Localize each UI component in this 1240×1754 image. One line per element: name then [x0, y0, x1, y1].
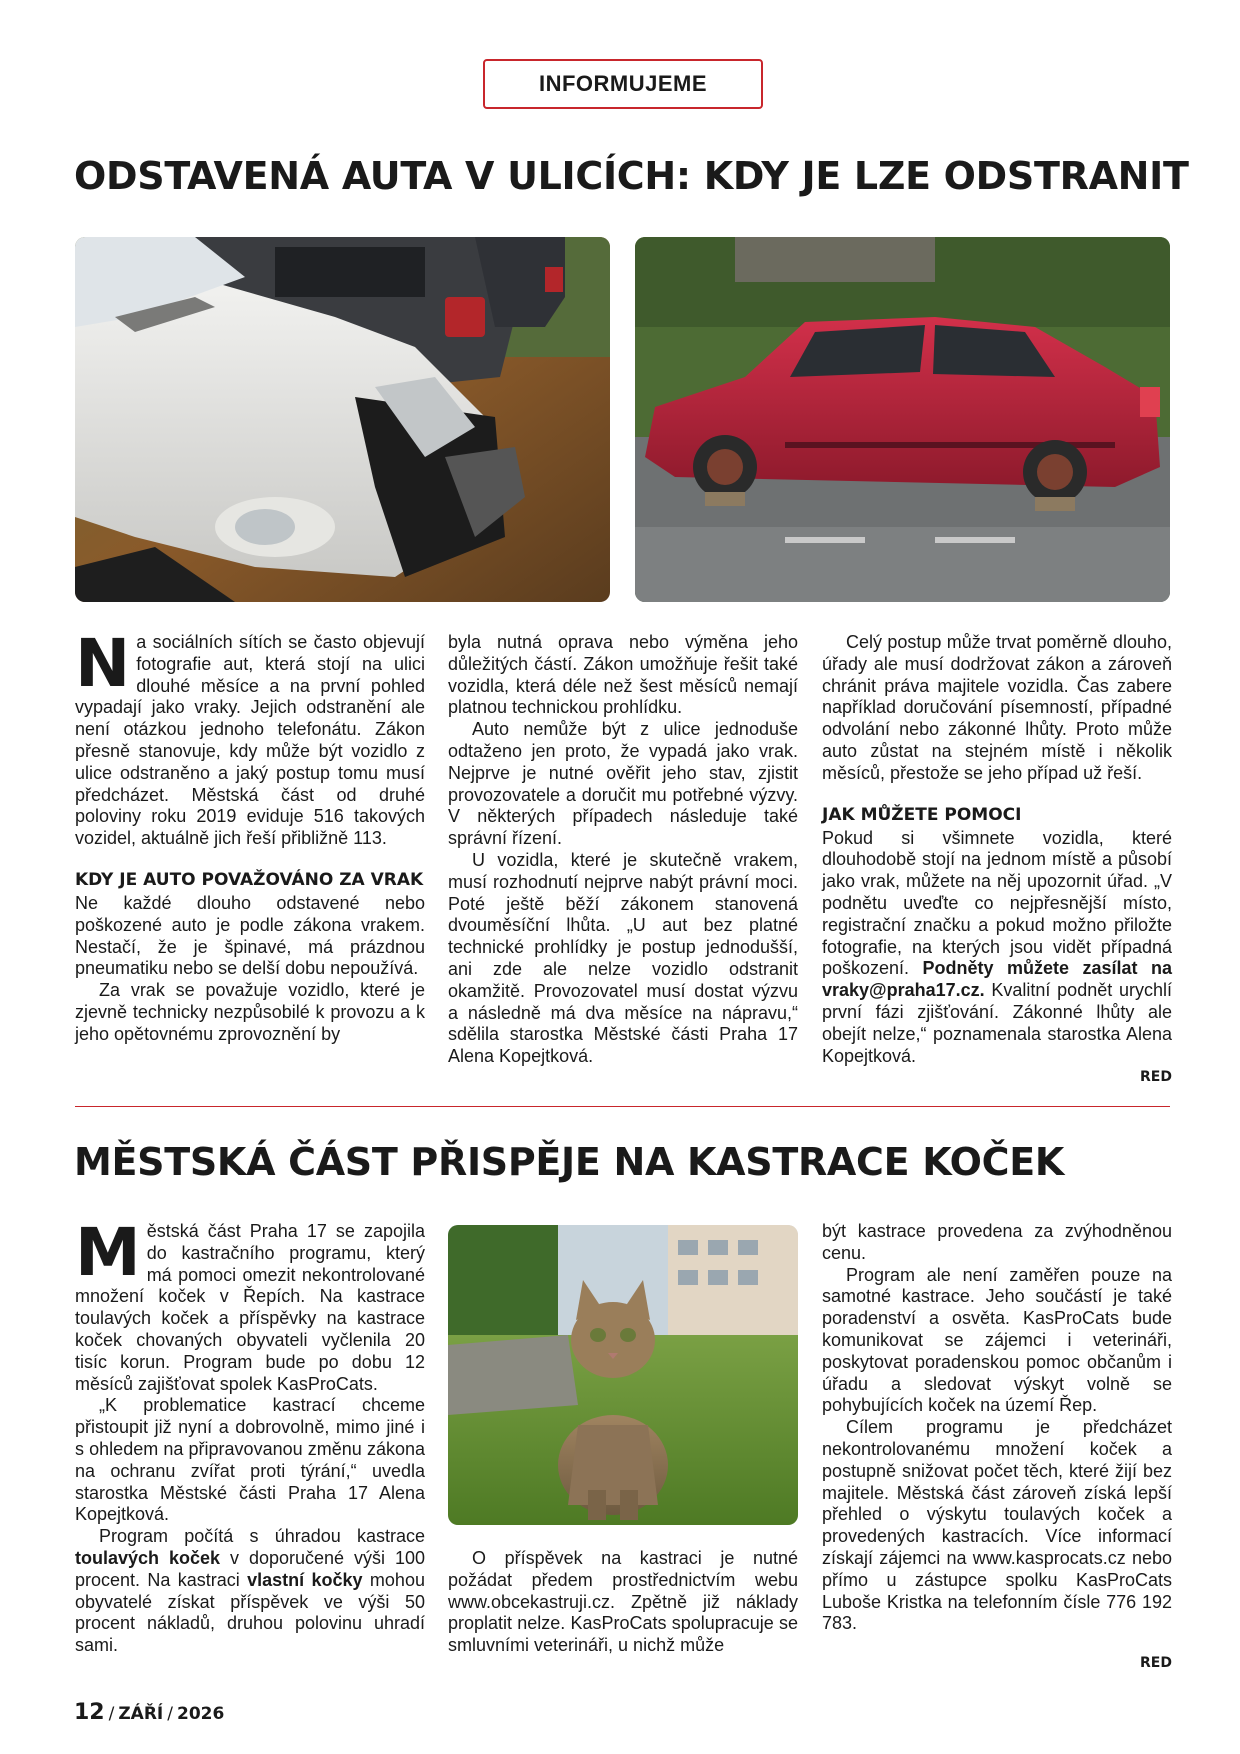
paragraph-text: mohou obyvatelé získat příspěvek ve výši 50 procent nákladů, druhou polovinu uhradí sami.	[75, 1569, 425, 1656]
subheading-car-wreck: KDY JE AUTO POVAŽOVÁNO ZA VRAK	[75, 869, 424, 890]
paragraph-text: Program počítá s úhradou kastrace	[99, 1526, 425, 1547]
article1-paragraph: Ne každé dlouho odstavené nebo poškozené auto je podle zákona vrakem. Nestačí, že je špinavé, má prázdnou pneumatiku nebo se delší dobu nepoužívá.	[75, 892, 425, 979]
paragraph-text: v doporučené výši 100 procent. Na kastraci	[75, 1547, 425, 1590]
article1-paragraph: Za vrak se považuje vozidlo, které je zjevně technicky nezpůsobilé k provozu a k jeho opětovnému zprovoznění by	[75, 980, 425, 1044]
article1-column-1	[75, 625, 425, 1046]
article2-column-2	[448, 1548, 798, 1657]
article2-paragraph: Cílem programu je předcházet nekontrolovanému množení koček a postupně snižovat počet těch, které žijí bez majitele. Městská část zároveň získá lepší přehled o výskytu toulavých koček a provedených kastracích. Více informací získají zájemci na www.kasprocats.cz nebo přímo u zástupce spolku KasProCats Luboše Kristka na telefonním čísle 776 192 783.	[822, 1417, 1172, 1634]
article1-paragraph: byla nutná oprava nebo výměna jeho důležitých částí. Zákon umožňuje řešit také vozidla, která déle než šest měsíců nemají platnou technickou prohlídku.	[448, 632, 798, 718]
article2-paragraph: Program ale není zaměřen pouze na samotné kastrace. Jeho součástí je také poradenství a osvěta. KasProCats bude komunikovat se zájemci i veterináři, poskytovat poradenskou pomoc občanům i úřadu a sledovat výskyt volně se pohybujících koček na území Řep.	[822, 1264, 1172, 1416]
author-signature: RED	[1140, 1069, 1172, 1086]
article2-column-3	[822, 1221, 1172, 1675]
article2-intro-text: ěstská část Praha 17 se zapojila do kastračního programu, který má pomoci omezit nekontrolované množení koček v Řepích. Na kastrace toulavých koček a příspěvky na kastrace koček chovaných obyvateli vyčlenila 20 tisíc korun. Program bude po dobu 12 měsíců zajišťovat spolek KasProCats.	[75, 1221, 425, 1394]
section-badge: INFORMUJEME	[483, 59, 763, 109]
photo-abandoned-red-car	[635, 237, 1170, 602]
article-headline-cars: ODSTAVENÁ AUTA V ULICÍCH: KDY JE LZE ODSTRANIT	[74, 154, 1189, 198]
article2-paragraph: „K problematice kastrací chceme přistoupit již nyní a dobrovolně, mimo jiné i s ohledem na připravovanou změnu zákona na ochranu zvířat proti týrání,“ uvedla starostka Městské části Praha 17 Alena Kopejtková.	[75, 1395, 425, 1525]
article1-paragraph	[822, 828, 1172, 1068]
issue-year: 2026	[177, 1704, 225, 1724]
article2-paragraph: být kastrace provedena za zvýhodněnou cenu.	[822, 1221, 1172, 1263]
subheading-how-to-help: JAK MŮŽETE POMOCI	[822, 804, 1022, 825]
article1-paragraph: Auto nemůže být z ulice jednoduše odtaženo jen proto, že vypadá jako vrak. Nejprve je nutné ověřit jeho stav, zjistit provozovatele a doručit mu potřebné výzvy. V některých případech následuje také správní řízení.	[448, 719, 798, 849]
article1-intro-text: a sociálních sítích se často objevují fotografie aut, která stojí na ulici dlouhé měsíce a na první pohled vypadají jako vraky. Jejich odstranění ale není otázkou jednoho telefonátu. Zákon přesně stanovuje, kdy může být vozidlo z ulice odstraněno a jaký postup tomu musí předcházet. Městská část od druhé poloviny roku 2019 eviduje 516 takových vozidel, aktuálně jich řeší přibližně 113.	[75, 632, 425, 849]
article1-paragraph: Celý postup může trvat poměrně dlouho, úřady ale musí dodržovat zákon a zároveň chránit práva majitele vozidla. Čas zabere například doručování písemností, případné odvolání nebo zákonné lhůty. Proto může auto zůstat na stejném místě i několik měsíců, přestože se jeho případ už řeší.	[822, 632, 1172, 783]
article2-paragraph: O příspěvek na kastraci je nutné požádat předem prostřednictvím webu www.obcekastruji.cz. Zpětně již náklady proplatit nelze. KasProCats spolupracuje se smluvními veterináři, u nichž může	[448, 1548, 798, 1656]
dropcap: N	[75, 625, 131, 702]
bold-text: toulavých koček	[75, 1547, 221, 1568]
paragraph-text: Pokud si všimnete vozidla, které dlouhodobě stojí na jednom místě a působí jako vrak, můžete na něj upozornit úřad. „V podnětu uveďte co nejpřesnější místo, registrační značku a pokud možno přiložte fotografie, na kterých jsou vidět případná poškození.	[822, 827, 1172, 979]
article2-column-1	[75, 1214, 425, 1657]
article1-paragraph: U vozidla, které je skutečně vrakem, musí rozhodnutí nejprve nabýt právní moci. Poté ještě běží zákonem stanovená dvouměsíční lhůta. „U aut bez platné technické prohlídky je postup jednodušší, ani zde ale nelze vozidlo odstranit okamžitě. Provozovatel musí dostat výzvu a následně má dva měsíce na nápravu,“ sdělila starostka Městské části Praha 17 Alena Kopejtková.	[448, 849, 798, 1067]
author-signature: RED	[1140, 1655, 1172, 1672]
page-footer: 12 / ZÁŘÍ / 2026	[74, 1700, 225, 1725]
bold-text: vlastní kočky	[247, 1569, 363, 1590]
article2-paragraph	[75, 1526, 425, 1657]
photo-tabby-cat	[448, 1225, 798, 1525]
photo-damaged-white-car	[75, 237, 610, 602]
page-number: 12	[74, 1700, 105, 1725]
email-callout[interactable]: Podněty můžete zasílat na vraky@praha17.cz.	[822, 958, 1172, 1001]
article1-column-3	[822, 632, 1172, 1089]
section-divider	[75, 1106, 1170, 1107]
dropcap: M	[75, 1214, 141, 1291]
article-headline-cats: MĚSTSKÁ ČÁST PŘISPĚJE NA KASTRACE KOČEK	[74, 1140, 1065, 1184]
issue-month: ZÁŘÍ	[118, 1704, 164, 1724]
article1-column-2	[448, 632, 798, 1068]
paragraph-text: Kvalitní podnět urychlí první fázi zjišťování. Zákonné lhůty ale obejít nelze,“ poznamenala starostka Alena Kopejtková.	[822, 980, 1172, 1066]
